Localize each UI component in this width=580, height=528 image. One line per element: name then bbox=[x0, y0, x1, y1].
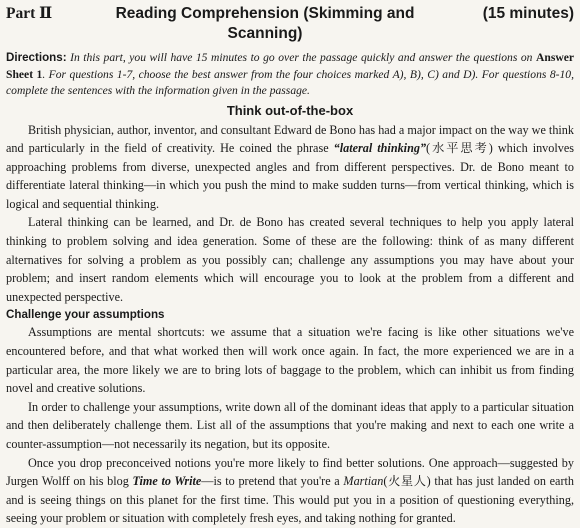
directions-text-2: . For questions 1-7, choose the best answer from the four choices marked A), B), C) and D). For questions 8-10, complete the sentences with the information given in the passage. bbox=[6, 67, 574, 97]
directions-label: Directions: bbox=[6, 51, 67, 64]
paragraph-1-text-b: which involves approaching problems from diverse, unexpected angles and from different perspectives. Dr. de Bono meant to differentiate lateral thinking—in which you push the mind to make sudden turns—from vertical thinking, which is logical and sequential thinking. bbox=[6, 141, 574, 211]
lateral-thinking-chinese: (水平思考) bbox=[426, 141, 493, 156]
paragraph-1-text-a: British physician, author, inventor, and consultant Edward de Bono has had a major impact on the way we think and particularly in the field of creativity. He coined the phrase bbox=[6, 122, 574, 156]
lateral-thinking-term: “lateral thinking” bbox=[333, 141, 427, 156]
paragraph-5 bbox=[6, 454, 574, 528]
section-title: Reading Comprehension (Skimming and Scanning) bbox=[115, 5, 415, 42]
paragraph-5-text-b: —is to pretend that you're a bbox=[201, 474, 344, 489]
directions bbox=[6, 50, 574, 100]
time-limit: (15 minutes) bbox=[482, 5, 574, 22]
article-title: Think out-of-the-box bbox=[226, 102, 354, 118]
paragraph-2: Lateral thinking can be learned, and Dr. de Bono has created several techniques to help you apply lateral thinking to problem solving and idea generation. Some of these are the following: think of as many different alternatives for solving a problem as you possibly can; challenge any assumptions you may have about your problem; and insert random elements which will encourage you to look at the problem from a different and unexpected perspective. bbox=[6, 215, 574, 304]
part-label: Part Ⅱ bbox=[6, 5, 53, 22]
answer-sheet-label: Answer Sheet 1 bbox=[6, 51, 574, 81]
paragraph-5-text-a: Once you drop preconceived notions you're more likely to find better solutions. One approach—suggested by Jurgen Wolff on his blog bbox=[6, 455, 574, 489]
martian-term: Martian bbox=[343, 474, 384, 489]
directions-text-1: In this part, you will have 15 minutes to go over the passage quickly and answer the questions on bbox=[66, 51, 536, 64]
martian-chinese: (火星人) bbox=[383, 474, 431, 489]
paragraph-4: In order to challenge your assumptions, write down all of the dominant ideas that apply to a particular situation and then deliberately challenge them. List all of the assumptions that you're making and next to each one write a counter-assumption—not necessarily its negation, but its opposite. bbox=[6, 399, 574, 451]
subheading: Challenge your assumptions bbox=[6, 308, 165, 322]
blog-title: Time to Write bbox=[132, 474, 202, 489]
paragraph-3: Assumptions are mental shortcuts: we assume that a situation we're facing is like other situations we've encountered before, and that what worked then will work once again. In fact, the more experienced we are in a particular area, the more likely we are to bring lots of baggage to the problem, which can inhibit us from finding novel and creative solutions. bbox=[6, 325, 574, 396]
paragraph-1 bbox=[6, 121, 574, 214]
paragraph-5-text-c: that has just landed on earth and is seeing things on this planet for the first time. This would put you in a position of questioning everything, seeing your problem or situation with completely fresh eyes, and taking nothing for granted. bbox=[6, 474, 574, 526]
section-header bbox=[6, 4, 574, 44]
